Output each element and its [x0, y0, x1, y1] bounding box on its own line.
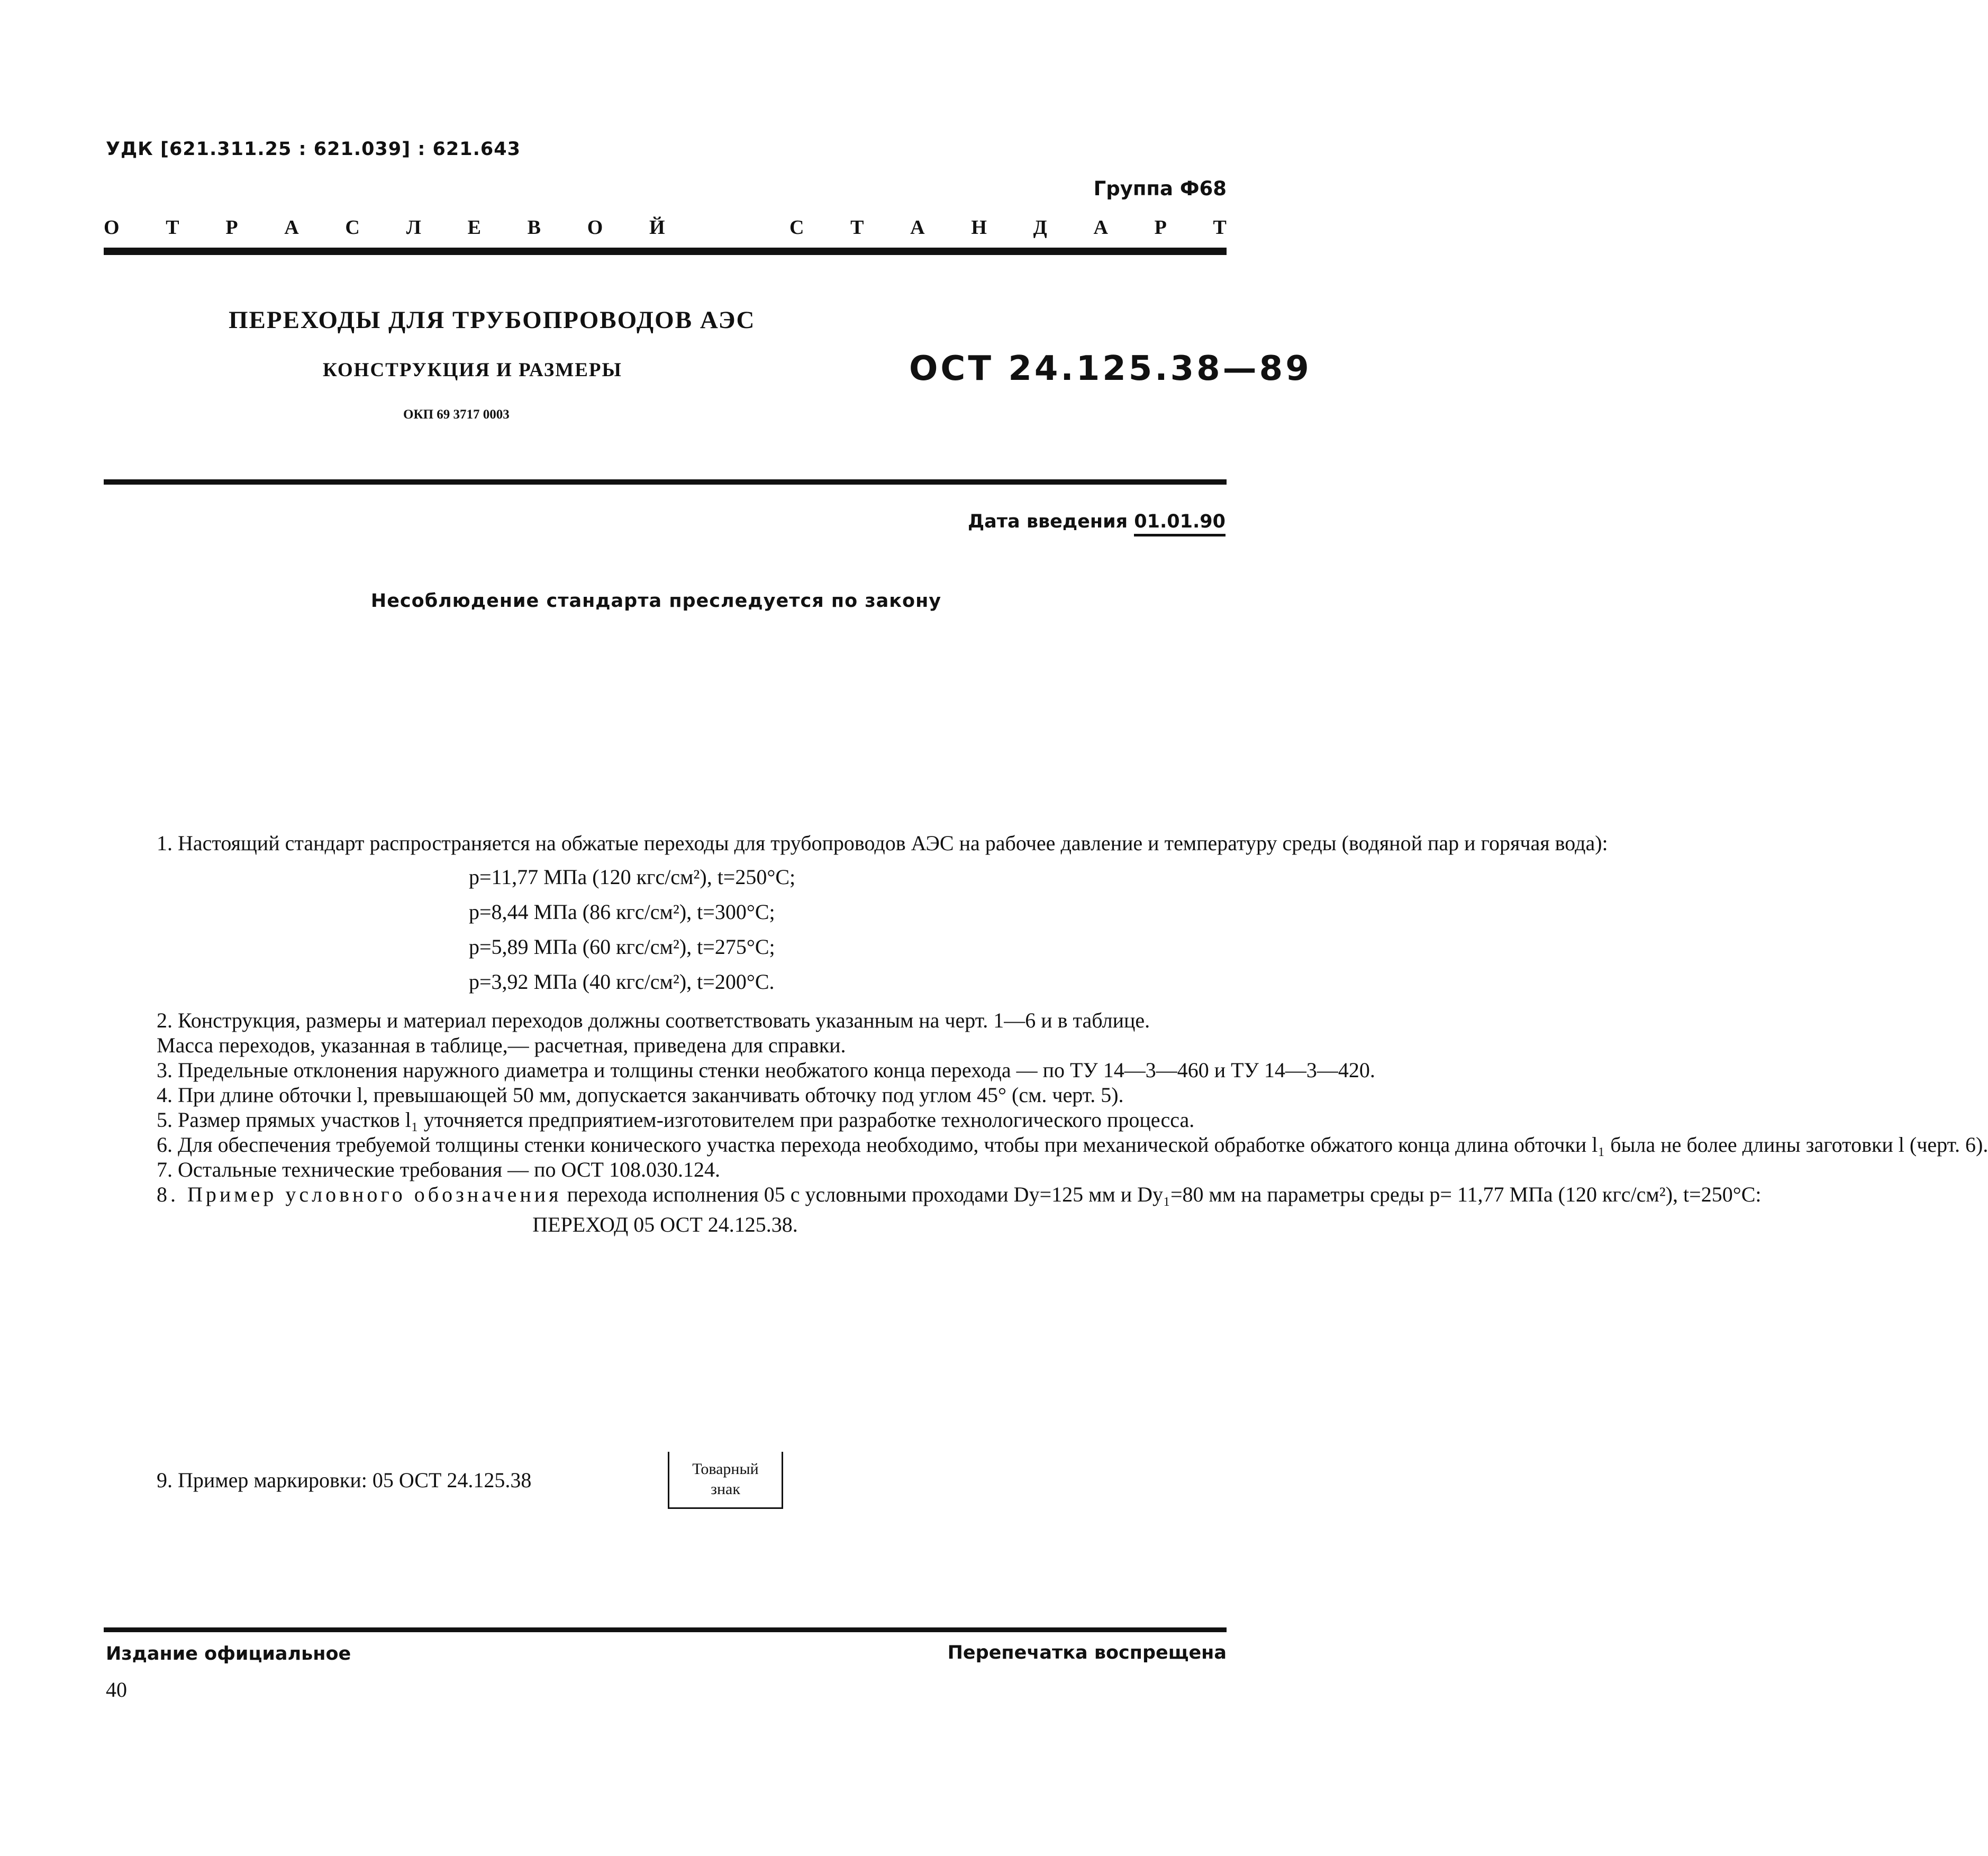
- document-title: ПЕРЕХОДЫ ДЛЯ ТРУБОПРОВОДОВ АЭС: [229, 306, 756, 334]
- banner-letter: О: [587, 216, 603, 239]
- footer-rule: [104, 1627, 1227, 1632]
- group-code: Группа Ф68: [1093, 177, 1227, 200]
- banner-letter: С: [789, 216, 804, 239]
- banner-letter: Т: [1213, 216, 1227, 239]
- banner-letter: А: [910, 216, 925, 239]
- edition-note: Издание официальное: [106, 1643, 351, 1664]
- banner-letter: Н: [971, 216, 987, 239]
- effective-date: [968, 511, 1226, 532]
- banner-letter: Р: [1154, 216, 1167, 239]
- udc-code: УДК [621.311.25 : 621.039] : 621.643: [106, 139, 521, 160]
- banner-letter: В: [527, 216, 541, 239]
- banner-letter: О: [104, 216, 120, 239]
- reprint-note: Перепечатка воспрещена: [947, 1642, 1227, 1663]
- document-body: [104, 831, 1988, 1237]
- banner-letter: Т: [850, 216, 864, 239]
- banner-letter: С: [345, 216, 360, 239]
- banner-letter: А: [284, 216, 299, 239]
- trademark-label: Товарный: [692, 1460, 759, 1478]
- paragraph-1: 1. Настоящий стандарт распространяется на обжатые переходы для трубопроводов АЭС на рабочее давление и температуру среды (водяной пар и горячая вода):: [157, 831, 1608, 855]
- paragraph-8-text: перехода исполнения 05 с условными проходами Dу=125 мм и Dу₁=80 мм на параметры среды р= 11,77 МПа (120 кгс/см²), t=250°С:: [567, 1182, 1762, 1206]
- standard-number: ОСТ 24.125.38—89: [909, 349, 1312, 388]
- effective-date-label: Дата введения: [967, 511, 1128, 532]
- paragraph-9: 9. Пример маркировки: 05 ОСТ 24.125.38: [157, 1468, 532, 1492]
- formula-line: р=5,89 МПа (60 кгс/см²), t=275°С;: [469, 935, 775, 959]
- page-number: 40: [106, 1678, 127, 1702]
- header-rule: [104, 248, 1227, 255]
- paragraph-6: 6. Для обеспечения требуемой толщины стенки конического участка перехода необходимо, чтобы при механической обработке обжатого конца длина обточки l₁ была не более длины заготовки l (черт. 6).: [157, 1133, 1988, 1157]
- designation-example: ПЕРЕХОД 05 ОСТ 24.125.38.: [532, 1213, 798, 1236]
- paragraph-2-note: Масса переходов, указанная в таблице,— расчетная, приведена для справки.: [157, 1033, 846, 1057]
- banner-letter: Т: [166, 216, 179, 239]
- formula-line: р=3,92 МПа (40 кгс/см²), t=200°С.: [469, 970, 775, 994]
- paragraph-5: 5. Размер прямых участков l₁ уточняется предприятием-изготовителем при разработке технологического процесса.: [157, 1108, 1195, 1132]
- title-rule: [104, 479, 1227, 485]
- banner-letter: Е: [467, 216, 481, 239]
- trademark-box: [668, 1452, 783, 1509]
- document-subtitle: КОНСТРУКЦИЯ И РАЗМЕРЫ: [323, 359, 622, 381]
- formula-line: р=8,44 МПа (86 кгс/см²), t=300°С;: [469, 900, 775, 924]
- paragraph-8: [104, 1182, 1762, 1207]
- banner-letter: Р: [225, 216, 238, 239]
- paragraph-7: 7. Остальные технические требования — по ОСТ 108.030.124.: [157, 1158, 720, 1181]
- paragraph-3: 3. Предельные отклонения наружного диаметра и толщины стенки необжатого конца перехода — по ТУ 14—3—460 и ТУ 14—3—420.: [157, 1058, 1375, 1082]
- standard-type-banner: [104, 216, 1227, 239]
- formula-line: р=11,77 МПа (120 кгс/см²), t=250°С;: [469, 865, 796, 889]
- law-notice: Несоблюдение стандарта преследуется по закону: [370, 590, 942, 612]
- okp-code: ОКП 69 3717 0003: [403, 407, 510, 422]
- banner-letter: А: [1093, 216, 1108, 239]
- effective-date-value: 01.01.90: [1134, 511, 1226, 536]
- banner-letter: Д: [1033, 216, 1047, 239]
- trademark-label: знак: [711, 1480, 740, 1498]
- banner-letter: Л: [406, 216, 421, 239]
- paragraph-2: 2. Конструкция, размеры и материал переходов должны соответствовать указанным на черт. 1—6 и в таблице.: [157, 1008, 1150, 1032]
- banner-letter: Й: [649, 216, 665, 239]
- paragraph-4: 4. При длине обточки l, превышающей 50 мм, допускается заканчивать обточку под углом 45° (см. черт. 5).: [157, 1083, 1124, 1107]
- paragraph-8-lead: 8. Пример условного обозначения: [157, 1182, 562, 1206]
